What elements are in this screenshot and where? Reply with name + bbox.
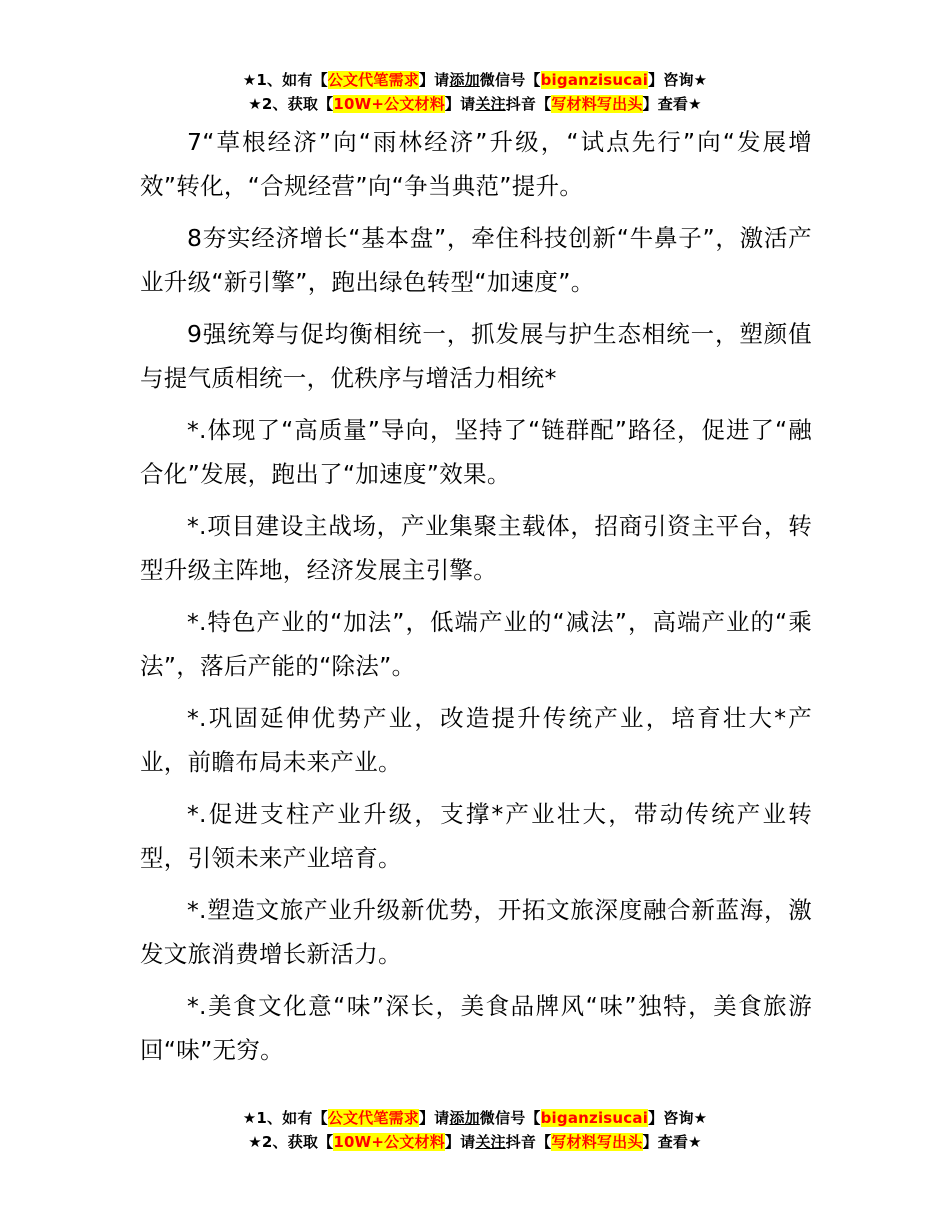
banner-underline: 关注 [475, 1133, 506, 1151]
paragraph-6: *.特色产业的“加法”，低端产业的“减法”，高端产业的“乘法”，落后产能的“除法”。 [140, 608, 812, 680]
banner-text: 】请 [444, 1133, 476, 1151]
banner-highlight: 公文代笔需求 [327, 1109, 419, 1127]
banner-highlight: biganzisucai [540, 1109, 649, 1127]
banner-text: 】请 [444, 95, 476, 113]
paragraph-5: *.项目建设主战场，产业集聚主载体，招商引资主平台，转型升级主阵地，经济发展主引擎。 [140, 512, 812, 584]
banner-underline: 添加 [449, 71, 480, 89]
banner-line-1 [0, 1106, 950, 1130]
paragraph-10: *.美食文化意“味”深长，美食品牌风“味”独特，美食旅游回“味”无穷。 [140, 992, 812, 1064]
paragraph-7: *.巩固延伸优势产业，改造提升传统产业，培育壮大*产业，前瞻布局未来产业。 [140, 704, 812, 776]
banner-highlight: 写材料写出头 [551, 95, 643, 113]
banner-text: 抖音【 [505, 95, 552, 113]
paragraph-2: 8夯实经济增长“基本盘”，牵住科技创新“牛鼻子”，激活产业升级“新引擎”，跑出绿色转型“加速度”。 [140, 224, 812, 296]
banner-highlight: 公文代笔需求 [327, 71, 419, 89]
banner-text: ★1、如有【 [242, 71, 328, 89]
document-body [140, 120, 812, 1080]
banner-highlight: 10W+公文材料 [333, 1133, 445, 1151]
banner-highlight: biganzisucai [540, 71, 649, 89]
banner-text: 】咨询★ [648, 1109, 708, 1127]
header-banner [0, 68, 950, 116]
banner-underline: 关注 [475, 95, 506, 113]
banner-text: ★2、获取【 [248, 1133, 334, 1151]
banner-line-2 [0, 92, 950, 116]
banner-text: 微信号【 [479, 71, 541, 89]
paragraph-8: *.促进支柱产业升级，支撑*产业壮大，带动传统产业转型，引领未来产业培育。 [140, 800, 812, 872]
footer-banner [0, 1106, 950, 1154]
paragraph-3: 9强统筹与促均衡相统一，抓发展与护生态相统一，塑颜值与提气质相统一，优秩序与增活力相统* [140, 320, 812, 392]
banner-text: 】查看★ [642, 1133, 702, 1151]
banner-highlight: 10W+公文材料 [333, 95, 445, 113]
banner-text: 微信号【 [479, 1109, 541, 1127]
banner-underline: 添加 [449, 1109, 480, 1127]
banner-text: 】请 [418, 71, 450, 89]
paragraph-9: *.塑造文旅产业升级新优势，开拓文旅深度融合新蓝海，激发文旅消费增长新活力。 [140, 896, 812, 968]
paragraph-1: 7“草根经济”向“雨林经济”升级，“试点先行”向“发展增效”转化，“合规经营”向“争当典范”提升。 [140, 128, 812, 200]
banner-text: 】咨询★ [648, 71, 708, 89]
banner-text: 】请 [418, 1109, 450, 1127]
banner-text: 抖音【 [505, 1133, 552, 1151]
banner-text: 】查看★ [642, 95, 702, 113]
paragraph-4: *.体现了“高质量”导向，坚持了“链群配”路径，促进了“融合化”发展，跑出了“加速度”效果。 [140, 416, 812, 488]
banner-highlight: 写材料写出头 [551, 1133, 643, 1151]
banner-text: ★2、获取【 [248, 95, 334, 113]
banner-text: ★1、如有【 [242, 1109, 328, 1127]
banner-line-2 [0, 1130, 950, 1154]
banner-line-1 [0, 68, 950, 92]
